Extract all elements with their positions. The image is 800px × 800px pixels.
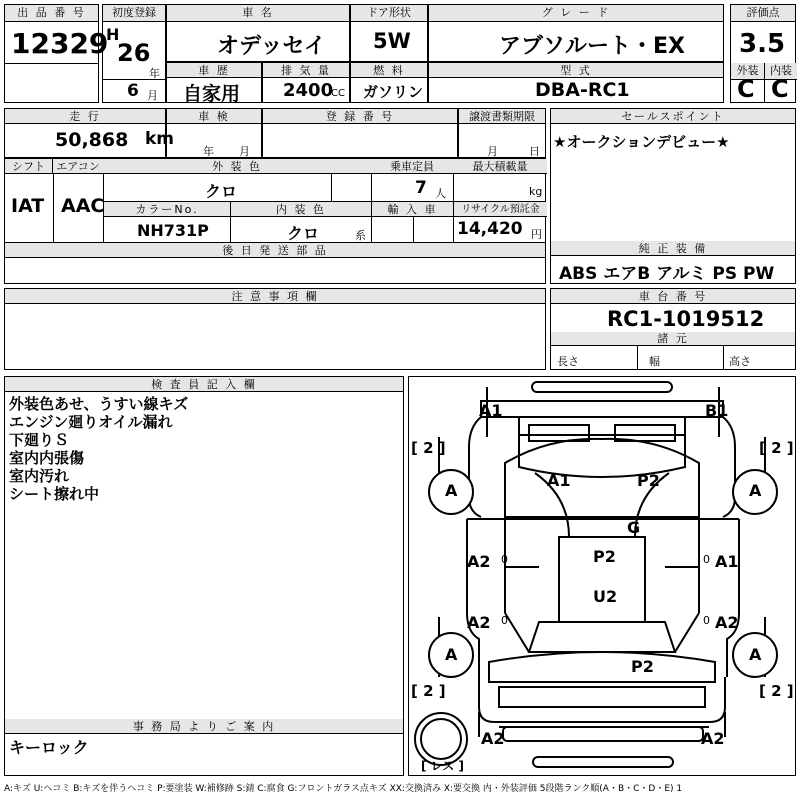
loadcap-label: 最大積載量 [453, 159, 547, 174]
inspector-note: 外装色あせ、うすい線キズ [9, 395, 189, 413]
caution-label: 注 意 事 項 欄 [5, 289, 545, 304]
mark-2-lower-left: [ 2 ] [411, 682, 446, 700]
mark-2-lower-right: [ 2 ] [759, 682, 794, 700]
mark-bumper-right: A2 [701, 729, 725, 748]
chassis-value: RC1-1019512 [607, 307, 765, 331]
tire-rear-left: A [445, 645, 458, 664]
plate-box [262, 108, 458, 158]
first-reg-label: 初度登録 [103, 5, 165, 22]
sales-point-label: セールスポイント [551, 109, 795, 124]
aircon-label: エアコン [53, 159, 103, 174]
lot-number: 12329 [11, 27, 109, 60]
color-no-label: カラーNo. [104, 202, 230, 217]
aircon-value: AAC [61, 195, 105, 217]
grade-label: グ レ ー ド [429, 5, 723, 22]
mark-door-rear-right: A2 [715, 613, 739, 632]
chassis-box [550, 288, 796, 370]
displacement-unit: CC [331, 88, 345, 99]
tire-front-left: A [445, 481, 458, 500]
model-label: 型 式 [429, 63, 723, 78]
inspector-note: シート擦れ中 [9, 485, 100, 503]
mark-2-upper-left: [ 2 ] [411, 439, 446, 457]
inspector-box [4, 376, 404, 776]
int-color-label: 内 装 色 [231, 202, 371, 217]
inspection-box [166, 108, 262, 158]
car-name-box [166, 4, 350, 62]
capacity-label: 乗車定員 [371, 159, 453, 174]
mileage-label: 走 行 [5, 109, 165, 124]
caution-box [4, 288, 546, 370]
capacity-value: 7 [415, 178, 427, 198]
inspection-label: 車 検 [167, 109, 261, 124]
grade-box [428, 4, 724, 62]
spec-length: 長さ [557, 355, 579, 368]
car-name-value: オデッセイ [217, 34, 326, 59]
mark-zero-rl: 0 [501, 614, 508, 627]
inspector-note: エンジン廻りオイル漏れ [9, 413, 173, 431]
int-score: C [771, 75, 789, 103]
score-label: 評価点 [731, 5, 795, 22]
door-label: ドア形状 [351, 5, 427, 22]
history-box [166, 62, 262, 103]
door-box [350, 4, 428, 62]
mark-roof-u2: U2 [593, 587, 618, 606]
ext-score-label: 外装 [731, 63, 764, 80]
capacity-unit: 人 [435, 187, 446, 200]
mark-door-rear-left: A2 [467, 613, 491, 632]
recycle-unit: 円 [531, 228, 542, 241]
shift-label: シフト [5, 159, 53, 174]
transfer-label: 譲渡書類期限 [459, 109, 545, 124]
specs-label: 諸 元 [551, 332, 795, 346]
history-label: 車 歴 [167, 63, 261, 78]
mileage-unit: km [145, 129, 175, 149]
model-box [428, 62, 724, 103]
inspector-note: 下廻りＳ [9, 431, 70, 449]
inspection-year-unit: 年 [203, 145, 214, 158]
later-parts-label: 後 日 発 送 部 品 [5, 243, 545, 258]
score-box [730, 4, 796, 103]
displacement-value: 2400 [283, 80, 334, 101]
plate-label: 登 録 番 号 [263, 109, 457, 124]
mark-b1-front-right: B1 [705, 401, 729, 420]
mark-windshield-g: G [627, 518, 641, 537]
fuel-box [350, 62, 428, 103]
displacement-box [262, 62, 350, 103]
color-no-value: NH731P [137, 221, 209, 240]
recycle-value: 14,420 [457, 219, 523, 239]
door-value: 5W [373, 29, 411, 53]
lot-label: 出 品 番 号 [5, 5, 98, 22]
later-parts-box [4, 242, 546, 284]
transfer-box [458, 108, 546, 158]
first-reg-box [102, 4, 166, 103]
sales-point-text: ★オークションデビュー★ [553, 133, 730, 151]
tire-front-right: A [749, 481, 762, 500]
loadcap-unit: kg [529, 185, 543, 198]
fuel-label: 燃 料 [351, 63, 427, 78]
score-value: 3.5 [739, 29, 786, 59]
grade-value: アブソルート・EX [499, 34, 685, 59]
int-color-value: クロ [287, 224, 320, 243]
mark-door-front-left: A2 [467, 552, 491, 571]
mark-zero-rr: 0 [703, 614, 710, 627]
mark-hood-p2: P2 [637, 471, 660, 490]
ext-color-value: クロ [205, 182, 238, 201]
transfer-day-unit: 日 [529, 145, 540, 158]
details-box [4, 158, 546, 243]
reg-month: 6 [127, 81, 139, 101]
int-score-label: 内装 [764, 63, 797, 80]
mileage-box [4, 108, 175, 158]
mark-trunk-p2: P2 [631, 657, 654, 676]
fuel-value: ガソリン [363, 83, 424, 101]
month-unit: 月 [147, 89, 158, 102]
era: H [106, 25, 120, 44]
damage-diagram [408, 376, 796, 776]
int-color-suffix: 系 [355, 229, 366, 242]
mark-hood-a1: A1 [547, 471, 571, 490]
reg-year: 26 [117, 39, 151, 67]
inspector-note: 室内汚れ [9, 467, 70, 485]
sales-point-box [550, 108, 796, 284]
recycle-label: リサイクル預託金 [454, 202, 547, 217]
office-label: 事 務 局 よ り ご 案 内 [5, 719, 403, 734]
mark-2-upper-right: [ 2 ] [759, 439, 794, 457]
inspector-note: 室内内張傷 [9, 449, 85, 467]
import-label: 輸 入 車 [372, 202, 453, 217]
mark-door-front-right: A1 [715, 552, 739, 571]
equipment-label: 純 正 装 備 [551, 241, 795, 256]
mark-zero-fl: 0 [501, 553, 508, 566]
tire-rear-right: A [749, 645, 762, 664]
shift-value: IAT [11, 195, 45, 217]
mileage-value: 50,868 [55, 129, 129, 151]
car-outline [409, 377, 795, 775]
legend: A:キズ U:ヘコミ B:キズを伴うヘコミ P:要塗装 W:補修跡 S:錆 C:腐食 G:フロントガラス点キズ XX:交換済み X:要交換 内・外装評価 5段階ランク順(A・B・C・D・E) 1 [4, 784, 683, 794]
transfer-month-unit: 月 [487, 145, 498, 158]
displacement-label: 排 気 量 [263, 63, 349, 78]
history-value: 自家用 [183, 83, 241, 105]
mark-a1-front-left: A1 [479, 401, 503, 420]
equipment-value: ABS エアB アルミ PS PW [559, 264, 775, 284]
office-text: キーロック [9, 738, 89, 757]
model-value: DBA-RC1 [535, 79, 630, 101]
year-unit: 年 [149, 67, 160, 80]
spec-height: 高さ [729, 355, 751, 368]
inspection-month-unit: 月 [239, 145, 250, 158]
mark-zero-fr: 0 [703, 553, 710, 566]
chassis-label: 車 台 番 号 [551, 289, 795, 304]
inspector-label: 検 査 員 記 入 欄 [5, 377, 403, 392]
mark-bumper-left: A2 [481, 729, 505, 748]
ext-color-label: 外 装 色 [103, 159, 371, 174]
mark-roof-p2: P2 [593, 547, 616, 566]
ext-score: C [737, 75, 755, 103]
car-name-label: 車 名 [167, 5, 349, 22]
spec-width: 幅 [649, 355, 660, 368]
lot-box [4, 4, 109, 103]
spare-tire-mark: [ レス ] [421, 759, 464, 773]
